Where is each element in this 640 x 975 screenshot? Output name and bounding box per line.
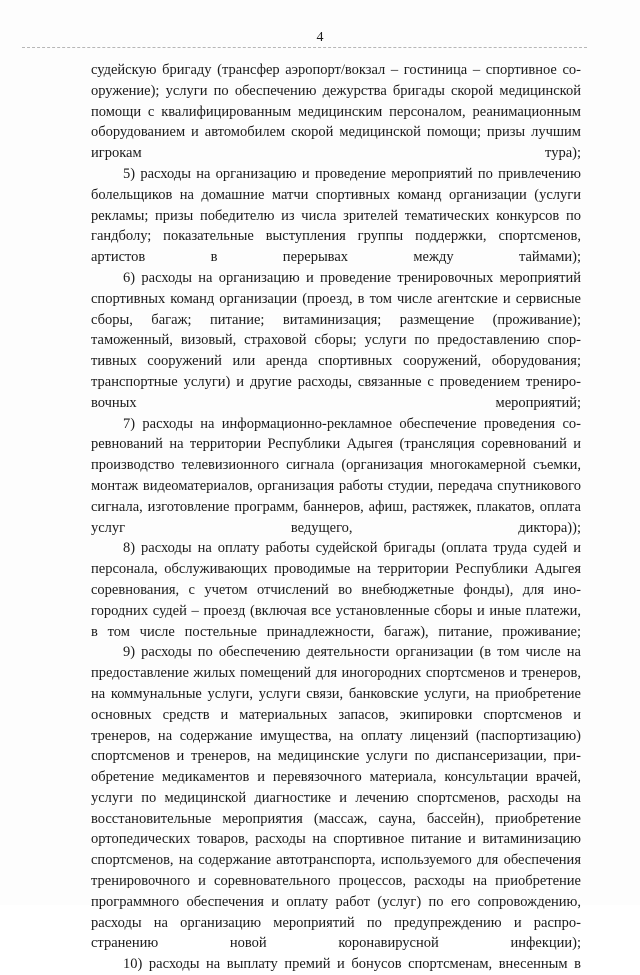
paragraph-continuation: судейскую бригаду (трансфер аэропорт/вокзал – гостиница – спортивное сооружение); услуги по обеспечению дежурства бригады скорой медицинской помощи с квалифицированным медицинским персоналом, реанимационным оборудованием и автомобилем скорой медицинской помощи; призы лучшим игрокам тура); xyxy=(91,62,581,162)
scan-artifact-line xyxy=(22,47,587,48)
paragraph-item-7: 7) расходы на информационно-рекламное обеспечение проведения соревнований на территории Республики Адыгея (трансляция соревнований и производство телевизионного сигнала (организация многокамерной съемки, монтаж видеоматериалов, организация работы студии, передача спутникового сигнала, изготовление программ, баннеров, афиш, растяжек, плакатов, оплата услуг ведущего, диктора)); xyxy=(91,415,581,536)
paragraph-item-6: 6) расходы на организацию и проведение тренировочных мероприятий спортивных команд организации (проезд, в том числе агентские и сервисные сборы, багаж; питание; витаминизация; размещение (проживание); таможенный, визовый, страховой сборы; услуги по предоставлению спортивных сооружений или аренда спортивных сооружений, оборудования; транспортные услуги) и другие расходы, связанные с проведением тренировочных мероприятий; xyxy=(91,269,581,411)
paragraph-item-10: 10) расходы на выплату премий и бонусов спортсменам, внесенным в xyxy=(123,956,581,973)
paragraph-item-5: 5) расходы на организацию и проведение мероприятий по привлечению болельщиков на домашние матчи спортивных команд организации (услуги рекламы; призы победителю из числа зрителей тематических конкурсов по гандболу; показательные выступления группы поддержки, спортсменов, артистов в перерывах между таймами); xyxy=(91,165,581,266)
paragraph-item-9: 9) расходы по обеспечению деятельности организации (в том числе на предоставление жилых помещений для иногородних спортсменов и тренеров, на коммунальные услуги, услуги связи, банковские услуги, на приобретение основных средств и материальных запасов, экипировки спортсменов и тренеров, на содержание имущества, на оплату лицензий (паспортизацию) спортсменов и тренеров, на медицинские услуги по диспансеризации, приобретение медикаментов и перевязочного материала, консультации врачей, услуги по медицинской диагностике и лечению спортсменов, расходы на восстановительные мероприятия (массаж, сауна, бассейн), приобретение ортопедических товаров, расходы на спортивное питание и витаминизацию спортсменов, на содержание автотранспорта, используемого для обеспечения тренировочного и соревновательного процессов, расходы на приобретение программного обеспечения и оплату работ (услуг) по его сопровождению, расходы на организацию мероприятий по предупреждению и распространению новой коронавирусной инфекции); xyxy=(91,644,581,952)
page-number: 4 xyxy=(316,30,324,45)
document-body xyxy=(91,60,581,975)
paragraph-item-8: 8) расходы на оплату работы судейской бригады (оплата труда судей и персонала, обслуживающих проводимые на территории Республики Адыгея соревнования, с учетом отчислений во внебюджетные фонды), для иногородних судей – проезд (включая все установленные сборы и иные платежи, в том числе постельные принадлежности, багаж), питание, проживание; xyxy=(91,540,581,640)
